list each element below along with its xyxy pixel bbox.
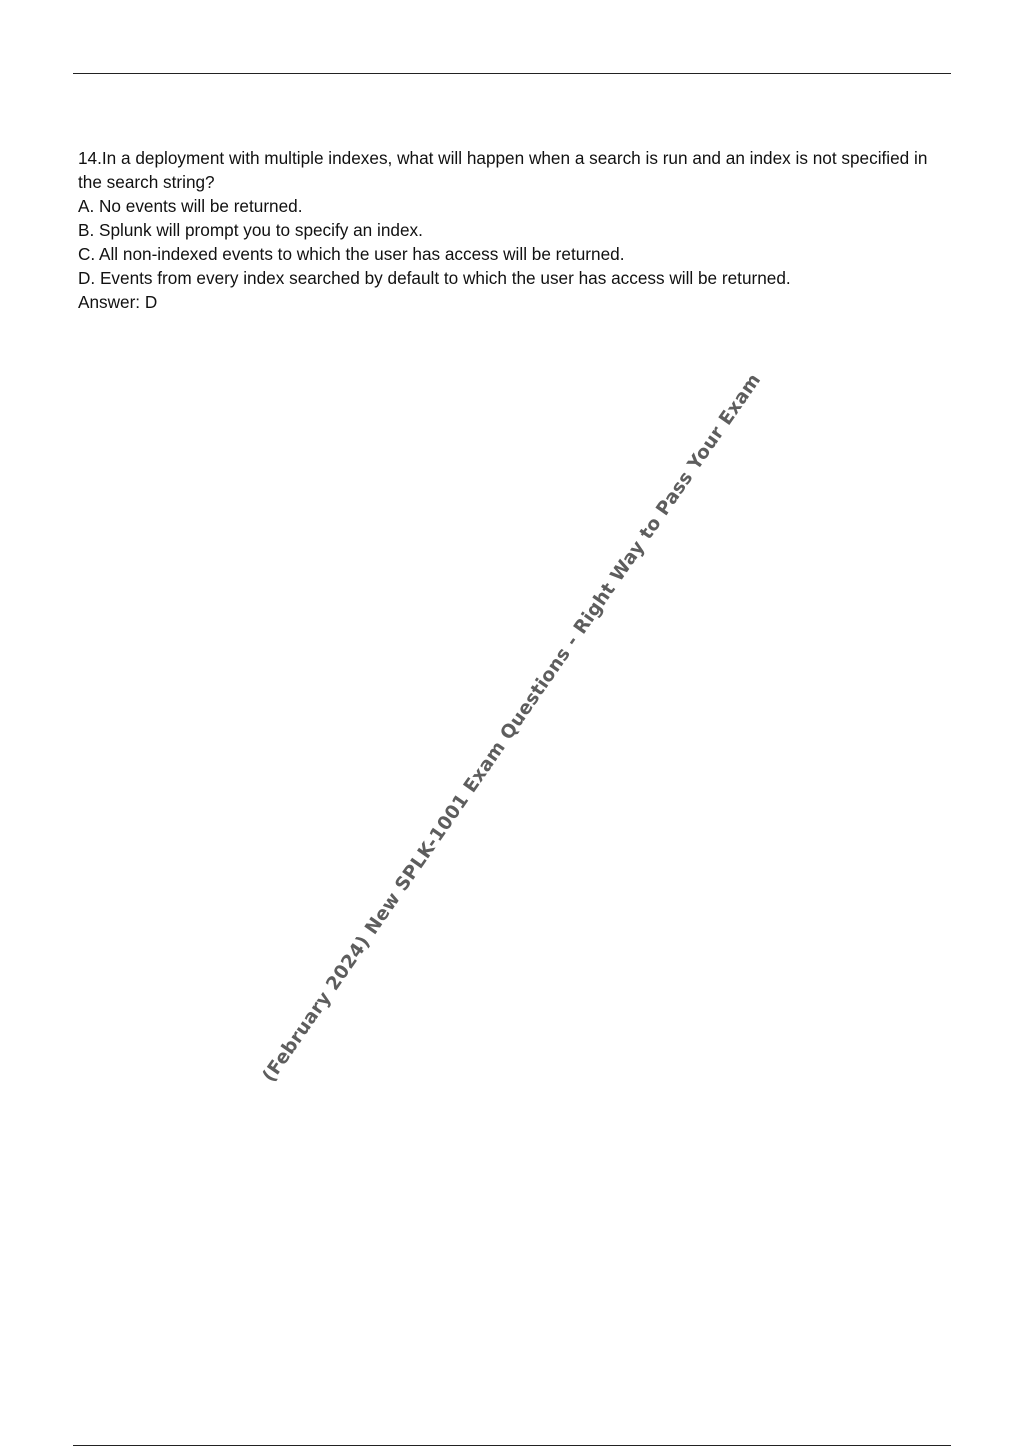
header-rule: [73, 73, 951, 74]
footer-rule: [73, 1445, 951, 1446]
option-c: C. All non-indexed events to which the user has access will be returned.: [78, 244, 625, 264]
option-b: B. Splunk will prompt you to specify an index.: [78, 220, 423, 240]
option-a: A. No events will be returned.: [78, 196, 303, 216]
option-d: D. Events from every index searched by default to which the user has access will be returned.: [78, 268, 791, 288]
question-block: [78, 146, 948, 314]
diagonal-watermark: (February 2024) New SPLK-1001 Exam Questions - Right Way to Pass Your Exam: [258, 369, 766, 1087]
question-text: 14.In a deployment with multiple indexes, what will happen when a search is run and an index is not specified in the search string?: [78, 148, 928, 192]
answer-line: Answer: D: [78, 292, 158, 312]
